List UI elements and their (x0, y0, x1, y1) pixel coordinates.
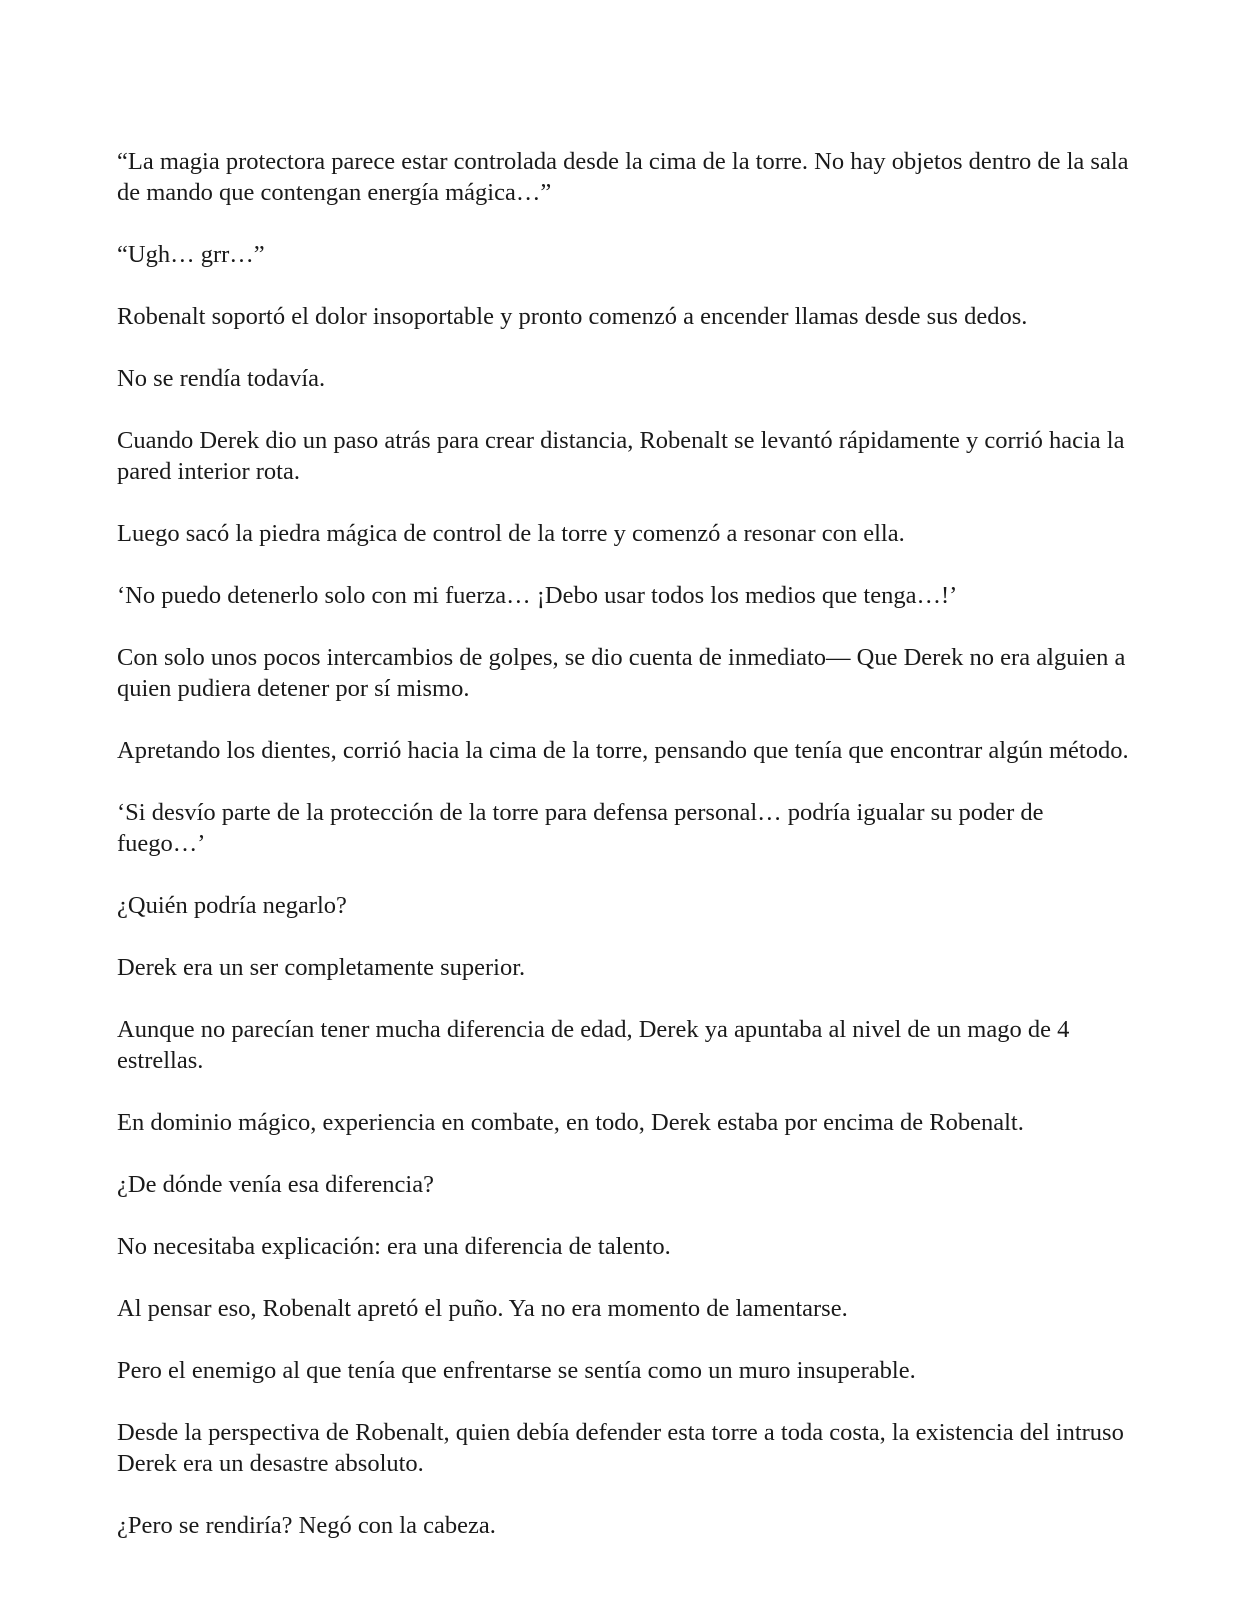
paragraph: “Ugh… grr…” (117, 241, 265, 268)
paragraph: Derek era un ser completamente superior. (117, 954, 526, 981)
paragraph: ¿De dónde venía esa diferencia? (117, 1171, 434, 1198)
paragraph: Apretando los dientes, corrió hacia la cima de la torre, pensando que tenía que encontrar algún método. (117, 737, 1129, 764)
paragraph: Luego sacó la piedra mágica de control de la torre y comenzó a resonar con ella. (117, 520, 905, 547)
paragraph: Cuando Derek dio un paso atrás para crear distancia, Robenalt se levantó rápidamente y corrió hacia la pared interior rota. (117, 427, 1125, 485)
paragraph: En dominio mágico, experiencia en combate, en todo, Derek estaba por encima de Robenalt. (117, 1109, 1024, 1136)
paragraph: No necesitaba explicación: era una diferencia de talento. (117, 1233, 671, 1260)
paragraph: “La magia protectora parece estar controlada desde la cima de la torre. No hay objetos dentro de la sala de mando que contengan energía mágica…” (117, 148, 1129, 206)
paragraph: No se rendía todavía. (117, 365, 326, 392)
paragraph: ‘No puedo detenerlo solo con mi fuerza… ¡Debo usar todos los medios que tenga…!’ (117, 582, 958, 609)
paragraph: Con solo unos pocos intercambios de golpes, se dio cuenta de inmediato— Que Derek no era alguien a quien pudiera detener por sí mismo. (117, 644, 1126, 702)
paragraph: ¿Quién podría negarlo? (117, 892, 347, 919)
paragraph: Al pensar eso, Robenalt apretó el puño. Ya no era momento de lamentarse. (117, 1295, 848, 1322)
body-text (117, 146, 1132, 1572)
paragraph: ¿Pero se rendiría? Negó con la cabeza. (117, 1512, 496, 1539)
paragraph: Robenalt soportó el dolor insoportable y pronto comenzó a encender llamas desde sus dedos. (117, 303, 1028, 330)
paragraph: Aunque no parecían tener mucha diferencia de edad, Derek ya apuntaba al nivel de un mago de 4 estrellas. (117, 1016, 1070, 1074)
paragraph: ‘Si desvío parte de la protección de la torre para defensa personal… podría igualar su poder de fuego…’ (117, 799, 1044, 857)
paragraph: Desde la perspectiva de Robenalt, quien debía defender esta torre a toda costa, la existencia del intruso Derek era un desastre absoluto. (117, 1419, 1124, 1477)
paragraph: Pero el enemigo al que tenía que enfrentarse se sentía como un muro insuperable. (117, 1357, 916, 1384)
